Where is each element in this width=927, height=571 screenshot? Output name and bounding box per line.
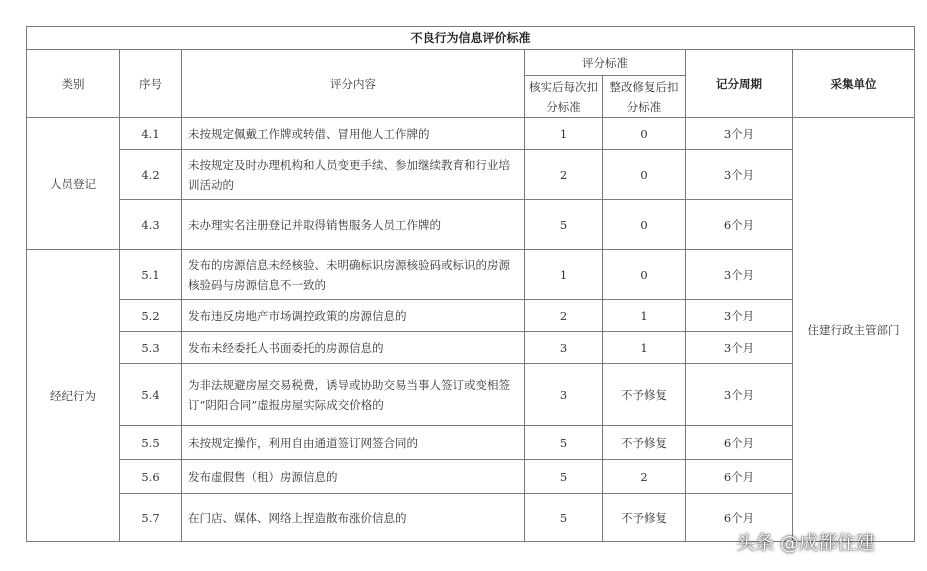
serial-cell: 4.1 (120, 118, 182, 150)
header-content: 评分内容 (182, 50, 525, 118)
period-cell: 6个月 (686, 460, 793, 494)
content-cell: 未按规定佩戴工作牌或转借、冒用他人工作牌的 (182, 118, 525, 150)
period-cell: 3个月 (686, 300, 793, 332)
table-row (27, 426, 915, 460)
category-cell: 人员登记 (27, 118, 120, 250)
table-row (27, 460, 915, 494)
table-row (27, 150, 915, 200)
rectify-cell: 2 (603, 460, 686, 494)
content-cell: 未办理实名注册登记并取得销售服务人员工作牌的 (182, 200, 525, 250)
table-row (27, 364, 915, 426)
serial-cell: 5.7 (120, 494, 182, 542)
serial-cell: 5.1 (120, 250, 182, 300)
content-cell: 发布未经委托人书面委托的房源信息的 (182, 332, 525, 364)
deduct-cell: 1 (525, 118, 603, 150)
deduct-cell: 1 (525, 250, 603, 300)
header-deduct: 核实后每次扣分标准 (525, 76, 603, 118)
serial-cell: 5.6 (120, 460, 182, 494)
rectify-cell: 不予修复 (603, 494, 686, 542)
header-unit: 采集单位 (793, 50, 915, 118)
rectify-cell: 不予修复 (603, 364, 686, 426)
rectify-cell: 0 (603, 200, 686, 250)
period-cell: 3个月 (686, 364, 793, 426)
serial-cell: 5.2 (120, 300, 182, 332)
rectify-cell: 0 (603, 150, 686, 200)
table-row (27, 118, 915, 150)
deduct-cell: 2 (525, 150, 603, 200)
rectify-cell: 1 (603, 300, 686, 332)
period-cell: 3个月 (686, 332, 793, 364)
category-cell: 经纪行为 (27, 250, 120, 542)
content-cell: 发布虚假售（租）房源信息的 (182, 460, 525, 494)
deduct-cell: 5 (525, 494, 603, 542)
rectify-cell: 0 (603, 250, 686, 300)
rectify-cell: 0 (603, 118, 686, 150)
serial-cell: 5.4 (120, 364, 182, 426)
table-row (27, 300, 915, 332)
evaluation-table (26, 26, 915, 542)
deduct-cell: 5 (525, 200, 603, 250)
header-standard-group: 评分标准 (525, 50, 686, 76)
content-cell: 未按规定及时办理机构和人员变更手续、参加继续教育和行业培训活动的 (182, 150, 525, 200)
period-cell: 6个月 (686, 494, 793, 542)
rectify-cell: 不予修复 (603, 426, 686, 460)
deduct-cell: 2 (525, 300, 603, 332)
header-category: 类别 (27, 50, 120, 118)
serial-cell: 4.3 (120, 200, 182, 250)
period-cell: 3个月 (686, 250, 793, 300)
period-cell: 6个月 (686, 200, 793, 250)
table-row (27, 250, 915, 300)
watermark: 头条 @成都住建 (736, 532, 876, 554)
period-cell: 3个月 (686, 150, 793, 200)
deduct-cell: 3 (525, 332, 603, 364)
serial-cell: 4.2 (120, 150, 182, 200)
header-serial: 序号 (120, 50, 182, 118)
deduct-cell: 3 (525, 364, 603, 426)
header-rectify: 整改修复后扣分标准 (603, 76, 686, 118)
rectify-cell: 1 (603, 332, 686, 364)
content-cell: 为非法规避房屋交易税费，诱导或协助交易当事人签订或变相签订“阴阳合同”虚报房屋实际成交价格的 (182, 364, 525, 426)
content-cell: 在门店、媒体、网络上捏造散布涨价信息的 (182, 494, 525, 542)
content-cell: 发布的房源信息未经核验、未明确标识房源核验码或标识的房源核验码与房源信息不一致的 (182, 250, 525, 300)
header-period: 记分周期 (686, 50, 793, 118)
serial-cell: 5.5 (120, 426, 182, 460)
period-cell: 6个月 (686, 426, 793, 460)
collector-unit-cell: 住建行政主管部门 (793, 118, 915, 542)
deduct-cell: 5 (525, 460, 603, 494)
serial-cell: 5.3 (120, 332, 182, 364)
content-cell: 发布违反房地产市场调控政策的房源信息的 (182, 300, 525, 332)
content-cell: 未按规定操作，利用自由通道签订网签合同的 (182, 426, 525, 460)
period-cell: 3个月 (686, 118, 793, 150)
table-row (27, 332, 915, 364)
table-row (27, 200, 915, 250)
table-title: 不良行为信息评价标准 (27, 27, 915, 50)
deduct-cell: 5 (525, 426, 603, 460)
